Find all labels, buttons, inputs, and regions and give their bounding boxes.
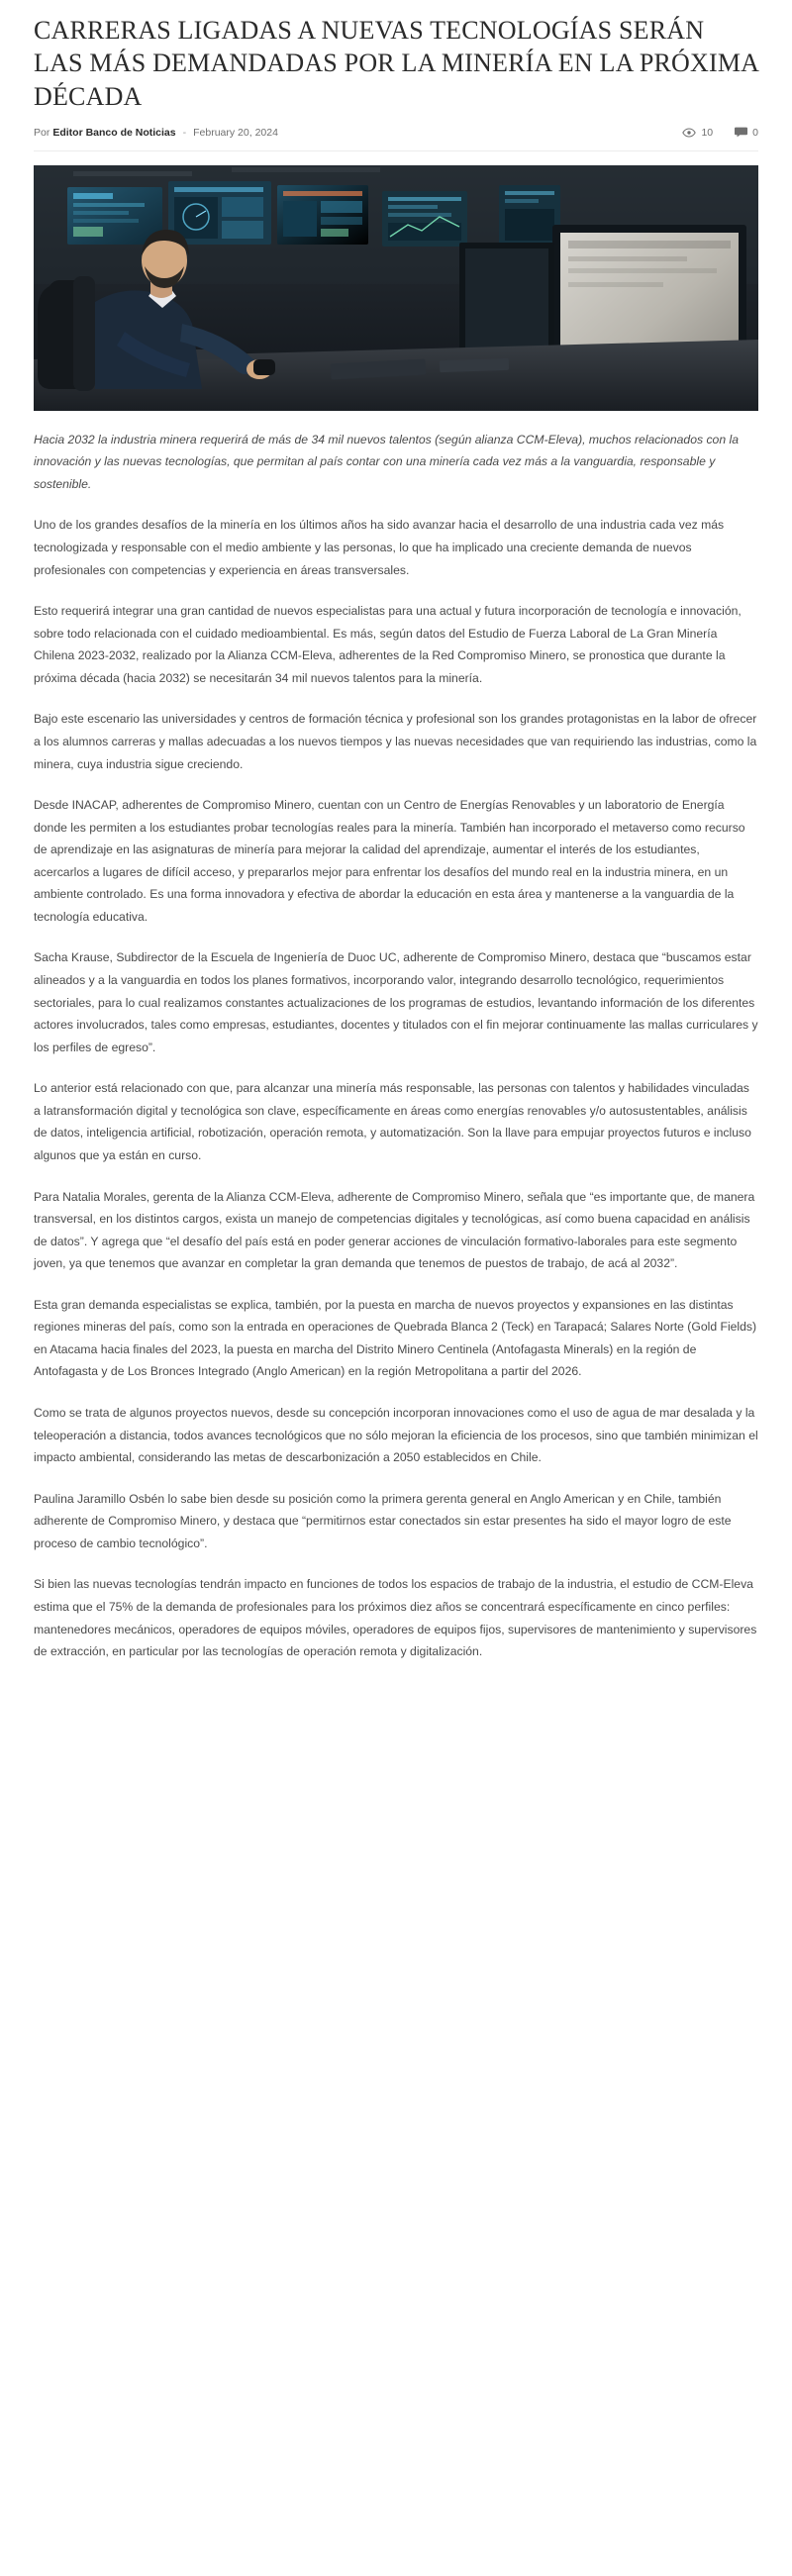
article-paragraph-5: Sacha Krause, Subdirector de la Escuela de Ingeniería de Duoc UC, adherente de Compromiso Minero, destaca que “buscamos estar alineados y a la vanguardia en todos los planes formativos, incorporando valor, integrando desarrollo tecnológico, requerimientos sectoriales, para lo cual realizamos constantes actualizaciones de los programas de estudios, levantando información de los diferentes actores involucrados, tales como empresas, estudiantes, docentes y titulados con el fin mejorar continuamente las mallas curriculares y los perfiles de egreso”. — [34, 950, 758, 1054]
comment-icon — [735, 127, 747, 138]
byline — [34, 127, 758, 151]
article-paragraph-3: Bajo este escenario las universidades y centros de formación técnica y profesional son los grandes protagonistas en la labor de ofrecer a los alumnos carreras y mallas adecuadas a los nuevos tiempos y las nuevas necesidades que van requiriendo las industrias, como la minera, cuya industria sigue creciendo. — [34, 712, 757, 771]
article-paragraph-2: Esto requerirá integrar una gran cantidad de nuevos especialistas para una actual y futura incorporación de tecnología e innovación, sobre todo relacionada con el cuidado medioambiental. Es más, según datos del Estudio de Fuerza Laboral de La Gran Minería Chilena 2023-2032, realizado por la Alianza CCM-Eleva, adherentes de la Red Compromiso Minero, se pronostica que durante la próxima década (hacia 2032) se necesitarán 34 mil nuevos talentos para la minería. — [34, 604, 742, 685]
mining-control-room-illustration — [34, 165, 758, 411]
article-paragraph-10: Paulina Jaramillo Osbén lo sabe bien desde su posición como la primera gerenta general en Anglo American y en Chile, también adherente de Compromiso Minero, y destaca que “permitirnos estar conectados sin estar presentes ha sido el mayor logro de este proceso de cambio tecnológico”. — [34, 1491, 732, 1550]
comment-count — [735, 127, 758, 139]
view-count — [682, 127, 713, 139]
comment-count-value: 0 — [752, 126, 758, 139]
hero-image — [34, 165, 758, 411]
article-paragraph-1: Uno de los grandes desafíos de la minería en los últimos años ha sido avanzar hacia el desarrollo de una industria cada vez más tecnologizada y responsable con el medio ambiente y las personas, lo que ha implicado una creciente demanda de nuevos profesionales con competencias y experiencia en áreas transversales. — [34, 518, 725, 577]
eye-icon — [682, 128, 696, 138]
article-paragraph-lead: Hacia 2032 la industria minera requerirá de más de 34 mil nuevos talentos (según alianza CCM-Eleva), muchos relacionados con la innovación y las nuevas tecnologías, que permitan al país contar con una minería cada vez más a la vanguardia, responsable y sostenible. — [34, 432, 739, 491]
article-paragraph-8: Esta gran demanda especialistas se explica, también, por la puesta en marcha de nuevos proyectos y expansiones en las distintas regiones mineras del país, como son la entrada en operaciones de Quebrada Blanca 2 (Teck) en Tarapacá; Salares Norte (Gold Fields) en Atacama hacia finales del 2023, la puesta en marcha del Distrito Minero Centinela (Antofagasta Minerals) en la región de Antofagasta y de Los Bronces Integrado (Anglo American) en la región Metropolitana a partir del 2026. — [34, 1297, 757, 1379]
byline-date: February 20, 2024 — [193, 126, 278, 139]
article-paragraph-11: Si bien las nuevas tecnologías tendrán impacto en funciones de todos los espacios de trabajo de la industria, el estudio de CCM-Eleva estima que el 75% de la demanda de profesionales para los próximos diez años se concentrará específicamente en cinco perfiles: mantenedores mecánicos, operadores de equipos móviles, operadores de equipos fijos, supervisores de mantenimiento y supervisores de extracción, en particular por las tecnologías de operación remota y digitalización. — [34, 1577, 757, 1659]
byline-author[interactable]: Editor Banco de Noticias — [52, 126, 176, 139]
article-paragraph-4: Desde INACAP, adherentes de Compromiso Minero, cuentan con un Centro de Energías Renovables y un laboratorio de Energía donde les permiten a los estudiantes probar tecnologías reales para la minería. También han incorporado el metaverso como recurso de aprendizaje en las asignaturas de minería para mejorar la calidad del aprendizaje, aumentar el interés de los estudiantes, acercarlos a lugares de difícil acceso, y prepararlos mejor para enfrentar los desafíos del mundo real en la industria minera, en un ambiente controlado. Es una forma innovadora y efectiva de abordar la educación en esta área y mantenerse a la vanguardia de la tecnología educativa. — [34, 798, 745, 924]
byline-by-prefix: Por — [34, 126, 50, 139]
article-paragraph-9: Como se trata de algunos proyectos nuevos, desde su concepción incorporan innovaciones como el uso de agua de mar desalada y la teleoperación a distancia, todos avances tecnológicos que no sólo mejoran la eficiencia de los procesos, sino que también minimizan el impacto ambiental, considerando las metas de descarbonización a 2050 establecidos en Chile. — [34, 1406, 758, 1465]
byline-separator: - — [182, 126, 187, 139]
view-count-value: 10 — [701, 126, 714, 139]
article-paragraph-6: Lo anterior está relacionado con que, para alcanzar una minería más responsable, las personas con talentos y habilidades vinculadas a latransformación digital y tecnológica son clave, específicamente en áreas como energías renovables y/o autosustentables, análisis de datos, inteligencia artificial, robotización, operación remota, y automatización. Son la llave para empujar proyectos futuros e incluso algunos que ya están en curso. — [34, 1081, 751, 1162]
page-title: CARRERAS LIGADAS A NUEVAS TECNOLOGÍAS SERÁN LAS MÁS DEMANDADAS POR LA MINERÍA EN LA PRÓXIMA DÉCADA — [34, 16, 758, 111]
article-paragraph-7: Para Natalia Morales, gerenta de la Alianza CCM-Eleva, adherente de Compromiso Minero, señala que “es importante que, de manera transversal, en los distintos cargos, exista un manejo de competencias digitales y tecnológicas, así como buena capacidad en análisis de datos”. Y agrega que “el desafío del país está en poder generar acciones de vinculación formativo-laborales para este segmento joven, ya que tenemos que avanzar en completar la gran demanda que tenemos de puestos de trabajo, de acá al 2032”. — [34, 1189, 755, 1271]
